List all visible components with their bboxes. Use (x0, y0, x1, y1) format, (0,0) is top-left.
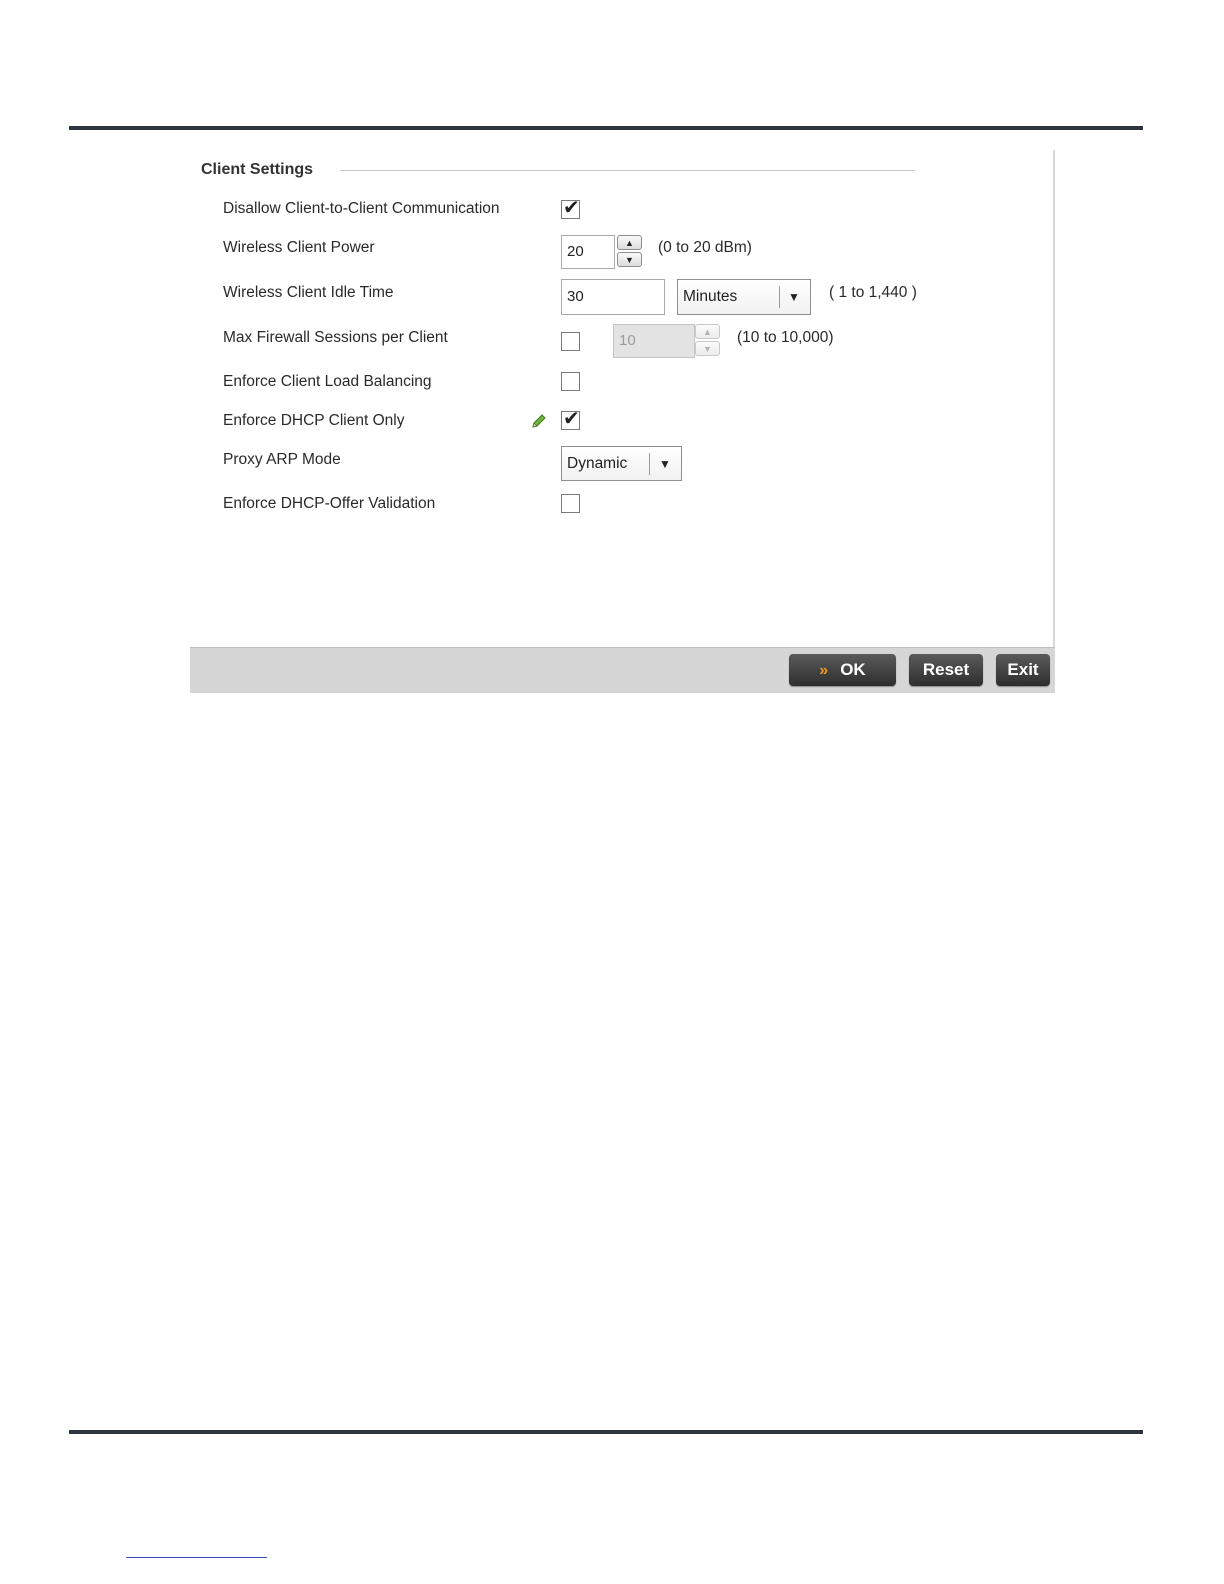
max-fw-sessions-range: (10 to 10,000) (737, 329, 834, 346)
spin-up-icon[interactable]: ▲ (617, 235, 642, 250)
client-power-range: (0 to 20 dBm) (658, 239, 752, 256)
max-fw-sessions-checkbox[interactable] (561, 332, 580, 351)
spin-down-icon[interactable]: ▼ (617, 252, 642, 267)
chevron-down-icon[interactable]: ▼ (659, 457, 671, 471)
client-power-label: Wireless Client Power (223, 239, 375, 256)
footer-rule (69, 1430, 1143, 1434)
client-power-stepper[interactable] (617, 235, 644, 269)
idle-time-range: ( 1 to 1,440 ) (829, 284, 917, 301)
max-fw-sessions-label: Max Firewall Sessions per Client (223, 329, 448, 346)
idle-time-unit-value: Minutes (683, 288, 738, 305)
pencil-icon[interactable] (530, 412, 548, 430)
dhcp-offer-label: Enforce DHCP-Offer Validation (223, 495, 436, 512)
reset-button[interactable]: Reset (909, 654, 983, 686)
ok-label: OK (840, 660, 866, 679)
panel-right-border (1053, 150, 1055, 647)
load-balancing-checkbox[interactable] (561, 372, 580, 391)
checkmark-icon: ✔ (563, 408, 580, 430)
proxy-arp-label: Proxy ARP Mode (223, 451, 341, 468)
footer-link-underline[interactable] (126, 1557, 267, 1558)
dhcp-client-only-checkbox[interactable] (561, 408, 580, 430)
load-balancing-label: Enforce Client Load Balancing (223, 373, 432, 390)
disallow-c2c-label: Disallow Client-to-Client Communication (223, 200, 500, 217)
client-settings-panel (190, 150, 1055, 692)
checkmark-icon: ✔ (563, 197, 580, 219)
select-separator (779, 286, 780, 308)
proxy-arp-value: Dynamic (567, 455, 628, 472)
select-separator (649, 453, 650, 475)
client-power-input[interactable]: 20 (561, 235, 615, 269)
dhcp-client-only-label: Enforce DHCP Client Only (223, 412, 405, 429)
dhcp-offer-checkbox[interactable] (561, 494, 580, 513)
ok-button[interactable] (789, 654, 896, 686)
header-rule (69, 126, 1143, 130)
max-fw-sessions-input: 10 (613, 324, 695, 358)
exit-button[interactable]: Exit (996, 654, 1050, 686)
spin-up-icon: ▲ (695, 324, 720, 339)
idle-time-label: Wireless Client Idle Time (223, 284, 394, 301)
proxy-arp-select[interactable] (561, 446, 682, 481)
idle-time-unit-select[interactable] (677, 279, 811, 315)
double-chevron-icon: » (819, 662, 829, 679)
disallow-c2c-checkbox[interactable] (561, 197, 580, 219)
chevron-down-icon[interactable]: ▼ (788, 290, 800, 304)
spin-down-icon: ▼ (695, 341, 720, 356)
button-bar (190, 647, 1055, 693)
section-title: Client Settings (201, 161, 314, 178)
max-fw-sessions-stepper (695, 324, 722, 358)
section-divider (340, 170, 915, 171)
idle-time-input[interactable]: 30 (561, 279, 665, 315)
